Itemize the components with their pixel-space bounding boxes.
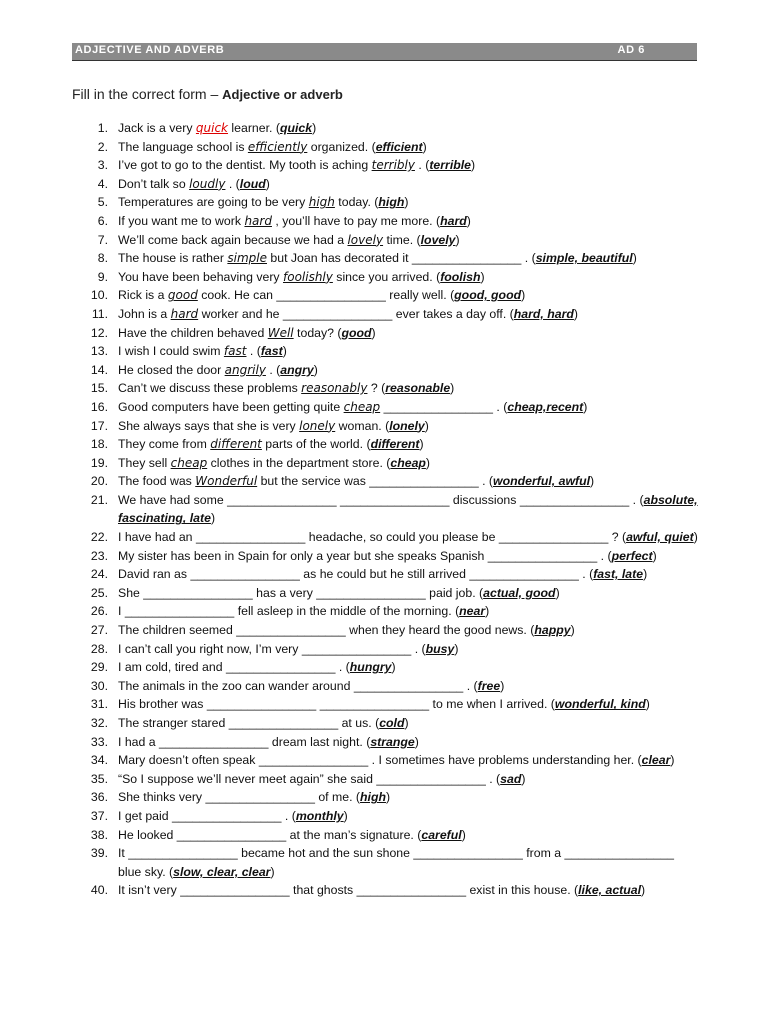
item-text-end: ) xyxy=(670,753,675,768)
item-text-before: She thinks very xyxy=(118,790,206,805)
item-text-end: ) xyxy=(643,567,648,582)
answer-key: different xyxy=(370,437,420,452)
exercise-item xyxy=(78,472,700,491)
item-text-after: fell asleep in the middle of the morning. ( xyxy=(234,604,460,619)
handwritten-answer: high xyxy=(308,195,335,210)
answer-blank[interactable]: ________________ xyxy=(128,846,238,861)
item-number: 18. xyxy=(90,437,108,452)
exercise-item xyxy=(78,119,700,138)
handwritten-answer: simple xyxy=(227,251,267,266)
item-text-end: ) xyxy=(555,585,560,600)
item-text-end: ) xyxy=(282,344,287,359)
answer-key: clear xyxy=(641,753,671,768)
answer-key: careful xyxy=(421,827,462,842)
item-number: 34. xyxy=(90,753,108,768)
item-text-after: headache, so could you please be ________________ ? ( xyxy=(305,530,627,545)
exercise-item xyxy=(78,379,700,398)
item-text-after: ? ( xyxy=(367,381,386,396)
item-text-end: ) xyxy=(422,139,427,154)
answer-key: fast, late xyxy=(593,567,644,582)
item-number: 7. xyxy=(97,232,108,247)
item-text-after: organized. ( xyxy=(307,139,376,154)
exercise-item xyxy=(78,249,700,268)
item-text-before: He looked xyxy=(118,827,177,842)
item-text-before: I had a xyxy=(118,734,160,749)
header-bar xyxy=(72,43,697,60)
item-text-after: that ghosts ________________ exist in this house. ( xyxy=(289,883,579,898)
item-text-after: ________________ discussions ________________ . ( xyxy=(336,492,644,507)
item-text-after: dream last night. ( xyxy=(268,734,371,749)
item-text-end: ) xyxy=(583,399,588,414)
item-text-after: clothes in the department store. ( xyxy=(207,455,391,470)
answer-key: hard, hard xyxy=(513,306,574,321)
item-text-end: ) xyxy=(450,381,455,396)
item-text-end: ) xyxy=(573,306,579,321)
answer-blank[interactable]: ________________ xyxy=(236,623,346,638)
handwritten-answer: efficiently xyxy=(247,139,308,154)
item-number: 9. xyxy=(97,269,108,284)
header-rule xyxy=(72,60,697,61)
item-text-before: The house is rather xyxy=(118,251,228,266)
exercise-list xyxy=(78,119,700,900)
exercise-item xyxy=(78,565,700,584)
answer-blank[interactable]: ________________ xyxy=(176,827,287,842)
item-number: 21. xyxy=(90,492,108,507)
item-text-after: . ( xyxy=(225,176,240,191)
item-number: 38. xyxy=(90,827,108,842)
answer-blank[interactable]: ________________ xyxy=(353,678,464,693)
item-text-end: ) xyxy=(693,530,698,545)
handwritten-answer: different xyxy=(210,437,262,452)
answer-key: cheap xyxy=(390,455,426,470)
item-number: 35. xyxy=(90,771,108,786)
item-number: 8. xyxy=(97,251,108,266)
item-number: 19. xyxy=(90,455,108,470)
handwritten-answer: hard xyxy=(244,213,272,228)
item-text-after: worker and he ________________ ever takes a day off. ( xyxy=(198,306,514,321)
exercise-item xyxy=(78,305,700,324)
item-number: 32. xyxy=(90,716,108,730)
answer-key: high xyxy=(360,790,386,805)
exercise-item xyxy=(78,156,700,175)
answer-key: absolute, fascinating, late xyxy=(118,492,698,526)
item-number: 27. xyxy=(90,623,108,638)
exercise-item xyxy=(78,677,700,696)
item-text-before: Can’t we discuss these problems xyxy=(118,381,302,396)
exercise-item xyxy=(78,268,700,287)
item-text-end: ) xyxy=(466,213,471,228)
instruction-plain: Fill in the correct form – xyxy=(72,86,223,102)
answer-key: lovely xyxy=(420,232,456,247)
item-number: 10. xyxy=(90,288,108,303)
item-number: 17. xyxy=(90,418,108,433)
answer-key: slow, clear, clear xyxy=(173,864,271,879)
item-number: 12. xyxy=(90,325,108,340)
item-number: 3. xyxy=(97,158,108,173)
item-text-before: He closed the door xyxy=(118,362,225,377)
item-number: 33. xyxy=(90,734,108,749)
answer-blank[interactable]: ________________ xyxy=(172,808,282,823)
item-text-after: of me. ( xyxy=(314,790,361,805)
item-number: 13. xyxy=(90,344,108,359)
handwritten-answer: lonely xyxy=(299,418,336,433)
answer-key: good, good xyxy=(454,288,522,303)
handwritten-answer: hard xyxy=(170,306,199,321)
answer-blank[interactable]: ________________ xyxy=(195,530,306,545)
item-text-end: ) xyxy=(632,251,637,266)
exercise-item xyxy=(78,324,700,343)
item-text-end: ) xyxy=(270,864,275,879)
item-text-after: . ( xyxy=(335,660,350,675)
item-text-end: ) xyxy=(343,808,348,823)
item-number: 28. xyxy=(90,641,108,656)
answer-key: reasonable xyxy=(385,381,451,396)
item-text-after: . ( xyxy=(414,158,430,173)
item-number: 24. xyxy=(90,567,108,582)
item-text-before: I wish I could swim xyxy=(118,344,224,359)
item-text-end: ) xyxy=(404,716,409,730)
item-text-before: If you want me to work xyxy=(118,213,245,228)
item-text-after: learner. ( xyxy=(228,121,280,135)
item-text-after: as he could but he still arrived ________________ . ( xyxy=(299,567,594,582)
item-text-end: ) xyxy=(210,511,216,526)
handwritten-answer: loudly xyxy=(189,176,226,191)
item-text-after: cook. He can ________________ really well. ( xyxy=(197,288,455,303)
item-text-end: ) xyxy=(312,121,317,135)
item-text-before: The stranger stared xyxy=(118,716,229,730)
item-text-end: ) xyxy=(471,158,476,173)
answer-blank[interactable]: ________________ xyxy=(228,716,339,730)
item-text-end: ) xyxy=(371,325,376,340)
item-text-end: ) xyxy=(419,437,424,452)
item-text-after: . ( xyxy=(281,808,296,823)
handwritten-answer: quick xyxy=(195,121,229,135)
item-text-before: Good computers have been getting quite xyxy=(118,399,344,414)
exercise-item xyxy=(78,584,700,603)
item-text-before: Don’t talk so xyxy=(118,176,190,191)
item-number: 31. xyxy=(90,697,108,712)
item-text-end: ) xyxy=(424,418,429,433)
exercise-item xyxy=(78,733,700,752)
item-text-before: The food was xyxy=(118,474,196,489)
handwritten-answer: cheap xyxy=(343,399,381,414)
exercise-item xyxy=(78,770,700,789)
item-text-before: I can’t call you right now, I’m very xyxy=(118,641,302,656)
item-number: 5. xyxy=(97,195,108,210)
answer-key: quick xyxy=(279,121,313,135)
item-number: 2. xyxy=(97,139,108,154)
item-text-end: ) xyxy=(480,269,485,284)
answer-key: simple, beautiful xyxy=(535,251,633,266)
item-text-after: . I sometimes have problems understanding her. ( xyxy=(368,753,642,768)
handwritten-answer: good xyxy=(167,288,198,303)
answer-key: lonely xyxy=(389,418,425,433)
answer-key: efficient xyxy=(375,139,423,154)
handwritten-answer: angrily xyxy=(224,362,266,377)
item-text-before: John is a xyxy=(118,306,171,321)
answer-key: happy xyxy=(534,623,571,638)
item-text-after: ________________ to me when I arrived. ( xyxy=(316,697,555,712)
item-text-before: Mary doesn’t often speak xyxy=(118,753,259,768)
handwritten-answer: fast xyxy=(223,344,247,359)
item-text-end: ) xyxy=(570,623,575,638)
answer-blank[interactable]: ________________ xyxy=(226,660,336,675)
item-text-before: Rick is a xyxy=(118,288,168,303)
item-text-after: . ( xyxy=(246,344,261,359)
handwritten-answer: lovely xyxy=(347,232,384,247)
answer-key: awful, quiet xyxy=(626,530,694,545)
exercise-item xyxy=(78,491,700,528)
item-text-before: The animals in the zoo can wander around xyxy=(118,678,354,693)
exercise-item xyxy=(78,751,700,770)
handwritten-answer: Well xyxy=(267,325,294,340)
answer-blank[interactable]: ________________ xyxy=(487,548,598,563)
item-text-after: since you arrived. ( xyxy=(332,269,441,284)
exercise-item xyxy=(78,844,700,881)
exercise-item xyxy=(78,361,700,380)
item-text-before: Have the children behaved xyxy=(118,325,268,340)
answer-key: free xyxy=(477,678,501,693)
item-text-before: Temperatures are going to be very xyxy=(118,195,309,210)
exercise-item xyxy=(78,658,700,677)
exercise-item xyxy=(78,435,700,454)
item-text-after: time. ( xyxy=(383,232,421,247)
answer-blank[interactable]: ________________ xyxy=(206,697,317,712)
exercise-item xyxy=(78,175,700,194)
exercise-item xyxy=(78,621,700,640)
exercise-item xyxy=(78,547,700,566)
answer-key: foolish xyxy=(440,269,481,284)
item-text-before: It xyxy=(118,846,129,861)
item-text-end: ) xyxy=(414,734,419,749)
exercise-item xyxy=(78,528,700,547)
exercise-item xyxy=(78,640,700,659)
item-text-before: I have had an xyxy=(118,530,196,545)
item-text-before: We have had some xyxy=(118,492,228,507)
answer-key: strange xyxy=(370,734,415,749)
exercise-item xyxy=(78,881,700,900)
item-text-before: I xyxy=(118,604,125,619)
answer-key: hungry xyxy=(349,660,392,675)
item-text-end: ) xyxy=(391,660,396,675)
item-text-after: today? ( xyxy=(293,325,342,340)
item-text-after: . ( xyxy=(485,771,501,786)
item-text-after: today. ( xyxy=(334,195,379,210)
item-text-after: when they heard the good news. ( xyxy=(345,623,535,638)
item-text-after: woman. ( xyxy=(335,418,390,433)
answer-key: actual, good xyxy=(483,585,556,600)
item-number: 37. xyxy=(90,808,108,823)
exercise-item xyxy=(78,193,700,212)
answer-key: fast xyxy=(260,344,283,359)
exercise-item xyxy=(78,342,700,361)
answer-blank[interactable]: ________________ xyxy=(301,641,412,656)
item-text-before: David ran as xyxy=(118,567,191,582)
item-text-after: . ( xyxy=(463,678,478,693)
item-text-end: ) xyxy=(313,362,318,377)
answer-key: like, actual xyxy=(578,883,642,898)
item-text-end: ) xyxy=(500,678,505,693)
exercise-item xyxy=(78,212,700,231)
exercise-item xyxy=(78,807,700,826)
item-text-end: ) xyxy=(521,771,526,786)
item-number: 6. xyxy=(97,213,108,228)
item-number: 36. xyxy=(90,790,108,805)
exercise-item xyxy=(78,602,700,621)
item-number: 40. xyxy=(90,883,108,898)
item-text-before: We’ll come back again because we had a xyxy=(118,232,348,247)
answer-key: busy xyxy=(425,641,455,656)
item-text-before: It isn’t very xyxy=(118,883,181,898)
item-number: 39. xyxy=(90,846,108,861)
item-text-end: ) xyxy=(425,455,431,470)
answer-key: angry xyxy=(280,362,314,377)
item-text-end: ) xyxy=(485,604,490,619)
answer-key: perfect xyxy=(611,548,653,563)
item-text-after: has a very ________________ paid job. ( xyxy=(252,585,484,600)
item-text-before: They come from xyxy=(118,437,211,452)
item-text-after: . ( xyxy=(597,548,612,563)
item-number: 29. xyxy=(90,660,108,675)
answer-key: hard xyxy=(440,213,467,228)
item-text-end: ) xyxy=(455,232,460,247)
item-text-before: I’ve got to go to the dentist. My tooth is aching xyxy=(118,158,372,173)
item-text-after: at us. ( xyxy=(338,716,380,730)
item-text-after: but the service was ________________ . ( xyxy=(257,474,494,489)
item-text-before: The children seemed xyxy=(118,623,237,638)
exercise-item xyxy=(78,826,700,845)
instruction xyxy=(72,86,343,102)
exercise-item xyxy=(78,231,700,250)
exercise-item xyxy=(78,714,700,733)
item-text-end: ) xyxy=(461,827,466,842)
item-number: 25. xyxy=(90,585,108,600)
handwritten-answer: Wonderful xyxy=(195,474,258,489)
answer-key: high xyxy=(378,195,405,210)
item-text-after: . ( xyxy=(411,641,426,656)
item-text-end: ) xyxy=(590,474,595,489)
header-code: AD 6 xyxy=(617,44,645,56)
item-text-after: ________________ . ( xyxy=(380,399,508,414)
answer-blank[interactable]: ________________ xyxy=(258,753,369,768)
answer-blank[interactable]: ________________ xyxy=(143,585,253,600)
item-text-before: I am cold, tired and xyxy=(118,660,226,675)
item-number: 30. xyxy=(90,678,108,693)
item-text-after: . ( xyxy=(265,362,281,377)
answer-key: sad xyxy=(500,771,522,786)
answer-key: terrible xyxy=(429,158,472,173)
answer-key: good xyxy=(341,325,372,340)
item-text-end: ) xyxy=(652,548,657,563)
item-number: 23. xyxy=(90,548,108,563)
item-text-after: parts of the world. ( xyxy=(261,437,371,452)
item-number: 14. xyxy=(90,362,108,377)
answer-key: wonderful, awful xyxy=(493,474,591,489)
item-number: 11. xyxy=(91,306,108,321)
exercise-item xyxy=(78,286,700,305)
answer-key: loud xyxy=(239,176,266,191)
item-text-before: The language school is xyxy=(118,139,248,154)
item-text-end: ) xyxy=(265,176,270,191)
item-text-before: You have been behaving very xyxy=(118,269,283,284)
exercise-item xyxy=(78,138,700,157)
item-number: 4. xyxy=(97,176,108,191)
answer-blank[interactable]: ________________ xyxy=(124,604,235,619)
answer-key: near xyxy=(459,604,486,619)
item-text-after: but Joan has decorated it ________________ . ( xyxy=(266,251,536,266)
answer-key: cheap,recent xyxy=(507,399,584,414)
exercise-item xyxy=(78,695,700,714)
item-text-end: ) xyxy=(454,641,459,656)
item-text-end: ) xyxy=(385,790,391,805)
item-number: 1. xyxy=(97,121,108,135)
exercise-item xyxy=(78,788,700,807)
handwritten-answer: terribly xyxy=(371,158,415,173)
item-number: 16. xyxy=(90,399,108,414)
item-number: 20. xyxy=(90,474,108,489)
handwritten-answer: foolishly xyxy=(283,269,333,284)
item-text-end: ) xyxy=(404,195,409,210)
answer-key: wonderful, kind xyxy=(554,697,646,712)
item-text-before: She xyxy=(118,585,144,600)
item-text-before: They sell xyxy=(118,455,171,470)
item-text-before: His brother was xyxy=(118,697,207,712)
item-number: 22. xyxy=(90,530,108,545)
item-number: 15. xyxy=(90,381,108,396)
instruction-bold: Adjective or adverb xyxy=(222,87,343,102)
handwritten-answer: reasonably xyxy=(301,381,368,396)
answer-blank[interactable]: ________________ xyxy=(376,771,486,786)
handwritten-answer: cheap xyxy=(170,455,208,470)
answer-blank[interactable]: ________________ xyxy=(190,567,300,582)
answer-blank[interactable]: ________________ xyxy=(205,790,315,805)
item-text-before: Jack is a very xyxy=(118,121,196,135)
item-text-end: ) xyxy=(645,697,650,712)
header-title: ADJECTIVE AND ADVERB xyxy=(75,44,225,56)
answer-key: cold xyxy=(379,716,405,730)
item-number: 26. xyxy=(90,604,108,619)
item-text-before: She always says that she is very xyxy=(118,418,300,433)
answer-blank[interactable]: ________________ xyxy=(180,883,290,898)
item-text-after: , you’ll have to pay me more. ( xyxy=(271,213,441,228)
item-text-after: at the man’s signature. ( xyxy=(286,827,422,842)
item-text-after: became hot and the sun shone ________________ from a ________________ blue sky. ( xyxy=(118,846,674,879)
item-text-before: “So I suppose we’ll never meet again” she said xyxy=(118,771,377,786)
item-text-before: My sister has been in Spain for only a year but she speaks Spanish xyxy=(118,548,488,563)
exercise-item xyxy=(78,454,700,473)
exercise-item xyxy=(78,398,700,417)
item-text-before: I get paid xyxy=(118,808,173,823)
item-text-end: ) xyxy=(521,288,526,303)
answer-key: monthly xyxy=(295,808,344,823)
answer-blank[interactable]: ________________ xyxy=(227,492,337,507)
exercise-item xyxy=(78,417,700,436)
item-text-end: ) xyxy=(641,883,646,898)
answer-blank[interactable]: ________________ xyxy=(159,734,269,749)
